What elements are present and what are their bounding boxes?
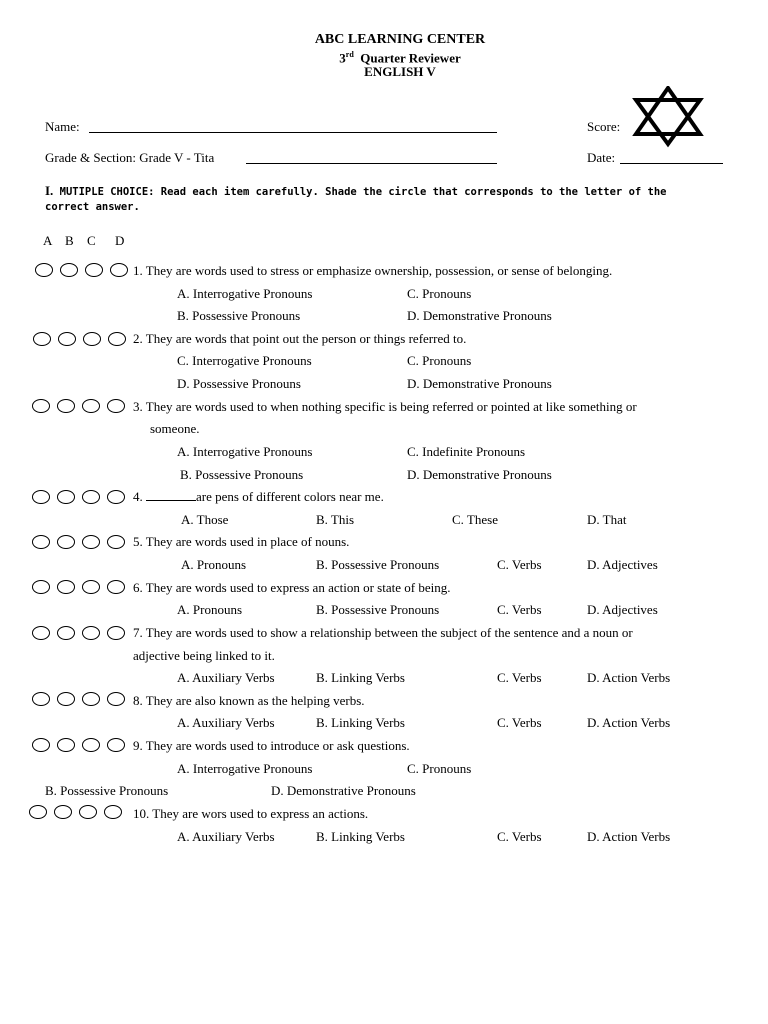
bubble-c[interactable]	[82, 626, 100, 640]
question-3-text: 3. They are words used to when nothing specific is being referred or pointed at like something or	[133, 399, 637, 414]
letter-a: A	[43, 233, 53, 248]
bubble-b[interactable]	[57, 490, 75, 504]
quarter-ordinal: rd	[345, 50, 354, 59]
q6-option: B. Possessive Pronouns	[316, 602, 440, 617]
question-7-continued: adjective being linked to it.	[133, 648, 275, 663]
bubble-b[interactable]	[57, 692, 75, 706]
bubble-c[interactable]	[82, 490, 100, 504]
name-label: Name:	[45, 119, 80, 134]
bubble-a[interactable]	[32, 738, 50, 752]
bubble-a[interactable]	[32, 692, 50, 706]
bubble-d[interactable]	[110, 263, 128, 277]
q5-option: C. Verbs	[497, 557, 542, 572]
q1-option: B. Possessive Pronouns	[177, 308, 301, 323]
grade-section-blank[interactable]	[246, 163, 497, 164]
q2-option: D. Possessive Pronouns	[177, 376, 301, 391]
bubble-a[interactable]	[35, 263, 53, 277]
q10-option: B. Linking Verbs	[316, 829, 405, 844]
bubble-c[interactable]	[79, 805, 97, 819]
q1-option: D. Demonstrative Pronouns	[407, 308, 552, 323]
question-2-text: 2. They are words that point out the person or things referred to.	[133, 331, 467, 346]
q9-option: B. Possessive Pronouns	[45, 783, 169, 798]
bubble-a[interactable]	[32, 490, 50, 504]
question-3-continued: someone.	[150, 421, 200, 436]
bubble-b[interactable]	[54, 805, 72, 819]
bubble-c[interactable]	[82, 738, 100, 752]
bubble-d[interactable]	[107, 692, 125, 706]
q7-option: B. Linking Verbs	[316, 670, 405, 685]
q9-option: A. Interrogative Pronouns	[177, 761, 313, 776]
q8-option: A. Auxiliary Verbs	[177, 715, 275, 730]
q3-option: B. Possessive Pronouns	[180, 467, 304, 482]
q3-option: A. Interrogative Pronouns	[177, 444, 313, 459]
q8-option: D. Action Verbs	[587, 715, 671, 730]
bubble-b[interactable]	[57, 626, 75, 640]
q8-option: B. Linking Verbs	[316, 715, 405, 730]
question-8-text: 8. They are also known as the helping verbs.	[133, 693, 365, 708]
bubble-a[interactable]	[32, 626, 50, 640]
q6-option: A. Pronouns	[177, 602, 243, 617]
bubble-c[interactable]	[83, 332, 101, 346]
instructions	[45, 183, 695, 215]
subject-title: ENGLISH V	[364, 64, 436, 79]
q10-option: C. Verbs	[497, 829, 542, 844]
bubble-b[interactable]	[57, 738, 75, 752]
question-5-text: 5. They are words used in place of nouns.	[133, 534, 350, 549]
q5-option: D. Adjectives	[587, 557, 658, 572]
bubble-b[interactable]	[58, 332, 76, 346]
question-10-text: 10. They are wors used to express an actions.	[133, 806, 369, 821]
bubble-c[interactable]	[82, 692, 100, 706]
q7-option: C. Verbs	[497, 670, 542, 685]
question-6-text: 6. They are words used to express an action or state of being.	[133, 580, 451, 595]
grade-section-label: Grade & Section: Grade V - Tita	[45, 150, 215, 165]
bubble-d[interactable]	[107, 399, 125, 413]
q6-option: D. Adjectives	[587, 602, 658, 617]
question-1-text: 1. They are words used to stress or emphasize ownership, possession, or sense of belonging.	[133, 263, 613, 278]
answer-blank	[146, 489, 196, 501]
bubble-a[interactable]	[29, 805, 47, 819]
q10-option: A. Auxiliary Verbs	[177, 829, 275, 844]
q3-option: D. Demonstrative Pronouns	[407, 467, 552, 482]
q4-option: C. These	[452, 512, 498, 527]
q10-option: D. Action Verbs	[587, 829, 671, 844]
bubble-d[interactable]	[107, 490, 125, 504]
q2-option: C. Interrogative Pronouns	[177, 353, 312, 368]
school-name: ABC LEARNING CENTER	[314, 32, 486, 47]
q2-option: C. Pronouns	[407, 353, 472, 368]
letter-d: D	[115, 233, 125, 248]
bubble-d[interactable]	[108, 332, 126, 346]
q2-option: D. Demonstrative Pronouns	[407, 376, 552, 391]
bubble-a[interactable]	[33, 332, 51, 346]
date-blank[interactable]	[620, 163, 723, 164]
quarter-text: Quarter Reviewer	[360, 50, 461, 66]
q4-option: D. That	[587, 512, 627, 527]
star-icon	[631, 86, 705, 148]
bubble-c[interactable]	[82, 399, 100, 413]
bubble-d[interactable]	[107, 626, 125, 640]
bubble-c[interactable]	[82, 580, 100, 594]
bubble-a[interactable]	[32, 580, 50, 594]
q5-option: A. Pronouns	[181, 557, 247, 572]
q8-option: C. Verbs	[497, 715, 542, 730]
question-4-number: 4.	[133, 489, 143, 504]
score-label: Score:	[587, 119, 621, 134]
bubble-d[interactable]	[104, 805, 122, 819]
letter-b: B	[65, 233, 74, 248]
q1-option: C. Pronouns	[407, 286, 472, 301]
question-4-rest: are pens of different colors near me.	[196, 489, 384, 504]
question-9-text: 9. They are words used to introduce or ask questions.	[133, 738, 410, 753]
q3-option: C. Indefinite Pronouns	[407, 444, 526, 459]
bubble-d[interactable]	[107, 738, 125, 752]
q7-option: D. Action Verbs	[587, 670, 671, 685]
bubble-b[interactable]	[57, 535, 75, 549]
q1-option: A. Interrogative Pronouns	[177, 286, 313, 301]
q6-option: C. Verbs	[497, 602, 542, 617]
bubble-d[interactable]	[107, 580, 125, 594]
quarter-number: 3	[339, 50, 346, 66]
bubble-c[interactable]	[85, 263, 103, 277]
bubble-d[interactable]	[107, 535, 125, 549]
bubble-c[interactable]	[82, 535, 100, 549]
q4-option: B. This	[316, 512, 355, 527]
bubble-a[interactable]	[32, 399, 50, 413]
bubble-b[interactable]	[60, 263, 78, 277]
q5-option: B. Possessive Pronouns	[316, 557, 440, 572]
date-label: Date:	[587, 150, 616, 165]
bubble-a[interactable]	[32, 535, 50, 549]
q9-option: C. Pronouns	[407, 761, 472, 776]
bubble-b[interactable]	[57, 580, 75, 594]
question-7-text: 7. They are words used to show a relationship between the subject of the sentence and a noun or	[133, 625, 633, 640]
question-4-text	[133, 489, 384, 505]
letter-c: C	[87, 233, 96, 248]
q4-option: A. Those	[181, 512, 229, 527]
section-numeral: I.	[45, 183, 54, 198]
name-blank[interactable]	[89, 132, 497, 133]
bubble-b[interactable]	[57, 399, 75, 413]
q9-option: D. Demonstrative Pronouns	[271, 783, 416, 798]
instructions-text: MUTIPLE CHOICE: Read each item carefully. Shade the circle that corresponds to the letter of the correct answer.	[45, 186, 667, 213]
q7-option: A. Auxiliary Verbs	[177, 670, 275, 685]
